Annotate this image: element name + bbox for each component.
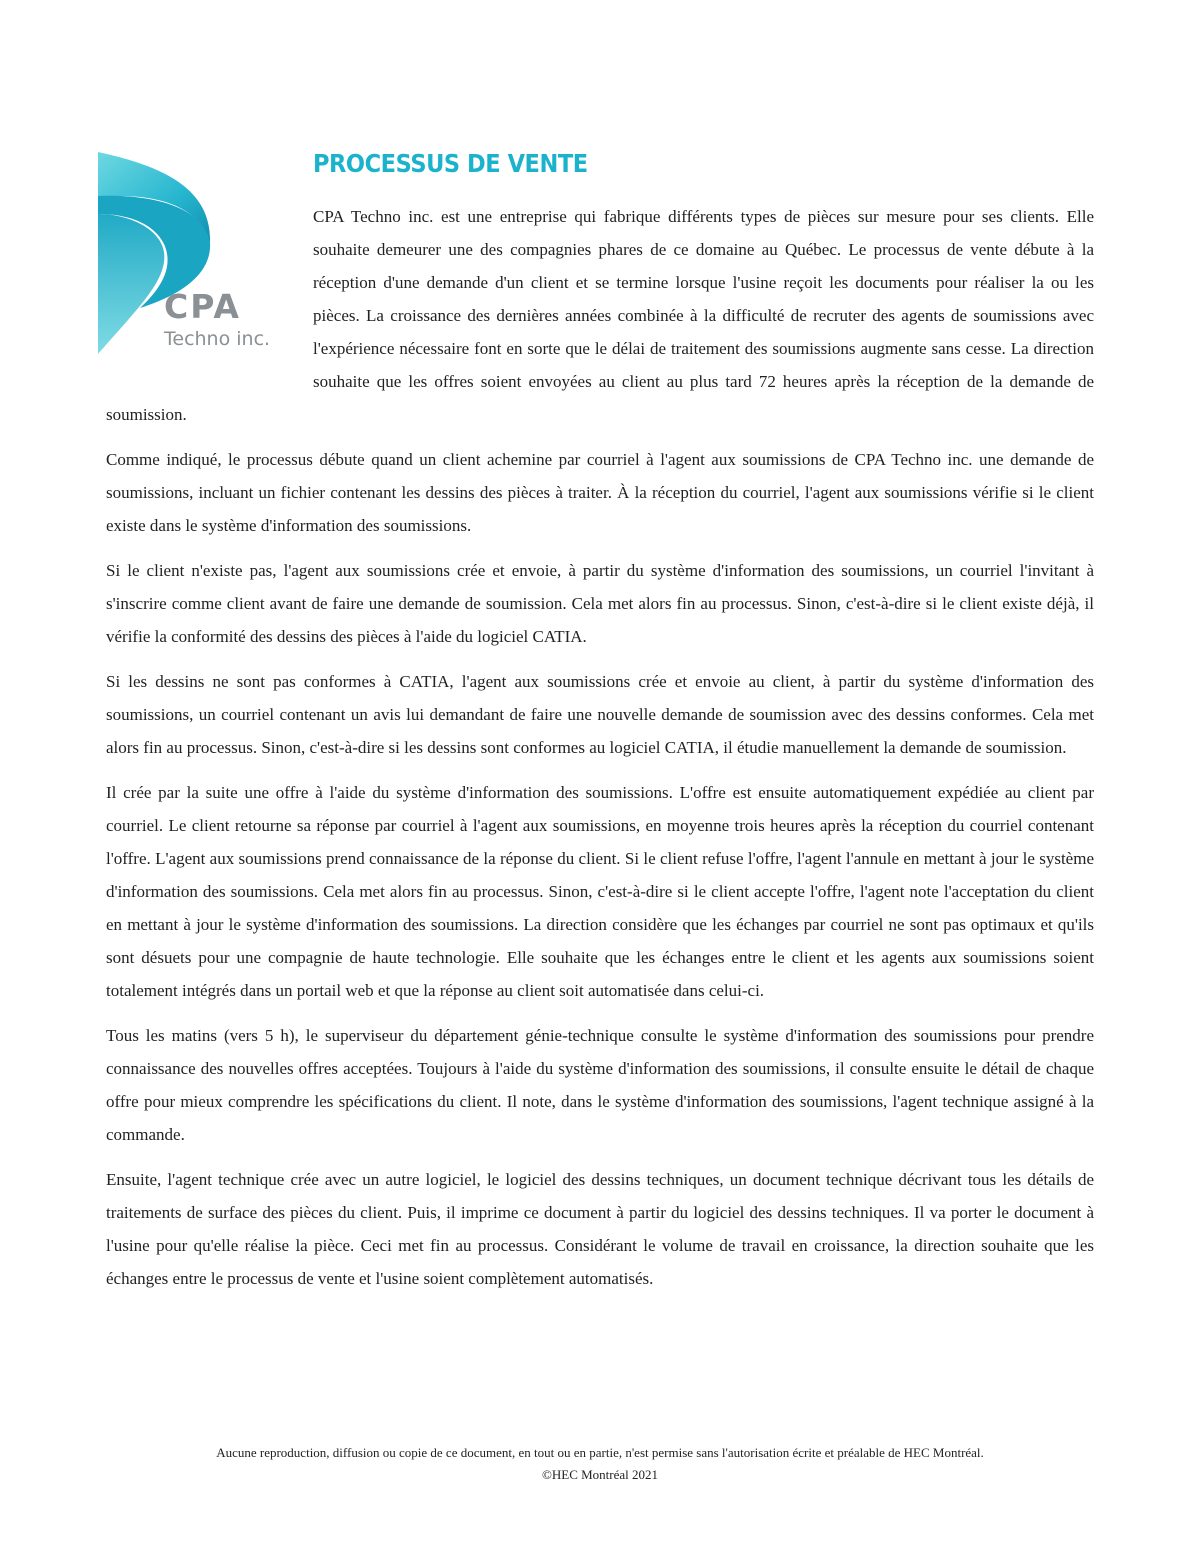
- paragraph-intro: CPA Techno inc. est une entreprise qui fabrique différents types de pièces sur mesure pour ses clients. Elle souhaite demeurer une des compagnies phares de ce domaine au Québec. Le processus de vente débute à la réception d'une demande d'un client et se termine lorsque l'usine reçoit les documents pour réaliser la ou les pièces. La croissance des dernières années combinée à la difficulté de recruter des agents de soumissions avec l'expérience nécessaire font en sorte que le délai de traitement des soumissions augmente sans cesse. La direction souhaite que les offres soient envoyées au client au plus tard 72 heures après la réception de la demande de soumission.: [106, 207, 1094, 424]
- logo-wrap-spacer: [106, 200, 313, 398]
- paragraph-request: Comme indiqué, le processus débute quand un client achemine par courriel à l'agent aux soumissions de CPA Techno inc. une demande de soumissions, incluant un fichier contenant les dessins des pièces à traiter. À la réception du courriel, l'agent aux soumissions vérifie si le client existe dans le système d'information des soumissions.: [106, 450, 1094, 535]
- paragraph-offer: Il crée par la suite une offre à l'aide du système d'information des soumissions. L'offre est ensuite automatiquement expédiée au client par courriel. Le client retourne sa réponse par courriel à l'agent aux soumissions, en moyenne trois heures après la réception du courriel contenant l'offre. L'agent aux soumissions prend connaissance de la réponse du client. Si le client refuse l'offre, l'agent l'annule en mettant à jour le système d'information des soumissions. Cela met alors fin au processus. Sinon, c'est-à-dire si le client accepte l'offre, l'agent note l'acceptation du client en mettant à jour le système d'information des soumissions. La direction considère que les échanges par courriel ne sont pas optimaux et qu'ils sont désuets pour une compagnie de haute technologie. Elle souhaite que les échanges entre le client et les agents aux soumissions soient totalement intégrés dans un portail web et que la réponse au client soit automatisée dans celui-ci.: [106, 783, 1094, 1000]
- logo-brand-name: CPA: [164, 287, 241, 326]
- footer-notice: Aucune reproduction, diffusion ou copie de ce document, en tout ou en partie, n'est permise sans l'autorisation écrite et préalable de HEC Montréal.: [216, 1445, 984, 1460]
- paragraph-supervisor: Tous les matins (vers 5 h), le superviseur du département génie-technique consulte le système d'information des soumissions pour prendre connaissance des nouvelles offres acceptées. Toujours à l'aide du système d'information des soumissions, il consulte ensuite le détail de chaque offre pour mieux comprendre les spécifications du client. Il note, dans le système d'information des soumissions, l'agent technique assigné à la commande.: [106, 1026, 1094, 1144]
- page-title: PROCESSUS DE VENTE: [313, 149, 588, 178]
- document-body: [106, 200, 1094, 1307]
- paragraph-drawing-check: Si les dessins ne sont pas conformes à CATIA, l'agent aux soumissions crée et envoie au client, à partir du système d'information des soumissions, un courriel contenant un avis lui demandant de faire une nouvelle demande de soumission avec des dessins conformes. Cela met alors fin au processus. Sinon, c'est-à-dire si les dessins sont conformes au logiciel CATIA, il étudie manuellement la demande de soumission.: [106, 672, 1094, 757]
- page-footer: [0, 1442, 1200, 1486]
- paragraph-client-check: Si le client n'existe pas, l'agent aux soumissions crée et envoie, à partir du système d'information des soumissions, un courriel l'invitant à s'inscrire comme client avant de faire une demande de soumission. Cela met alors fin au processus. Sinon, c'est-à-dire si le client existe déjà, il vérifie la conformité des dessins des pièces à l'aide du logiciel CATIA.: [106, 561, 1094, 646]
- paragraph-technical-agent: Ensuite, l'agent technique crée avec un autre logiciel, le logiciel des dessins techniques, un document technique décrivant tous les détails de traitements de surface des pièces du client. Puis, il imprime ce document à partir du logiciel des dessins techniques. Il va porter le document à l'usine pour qu'elle réalise la pièce. Ceci met fin au processus. Considérant le volume de travail en croissance, la direction souhaite que les échanges entre le processus de vente et l'usine soient complètement automatisés.: [106, 1170, 1094, 1288]
- footer-copyright: ©HEC Montréal 2021: [541, 1467, 659, 1482]
- logo-brand-subtitle: Techno inc.: [164, 328, 271, 350]
